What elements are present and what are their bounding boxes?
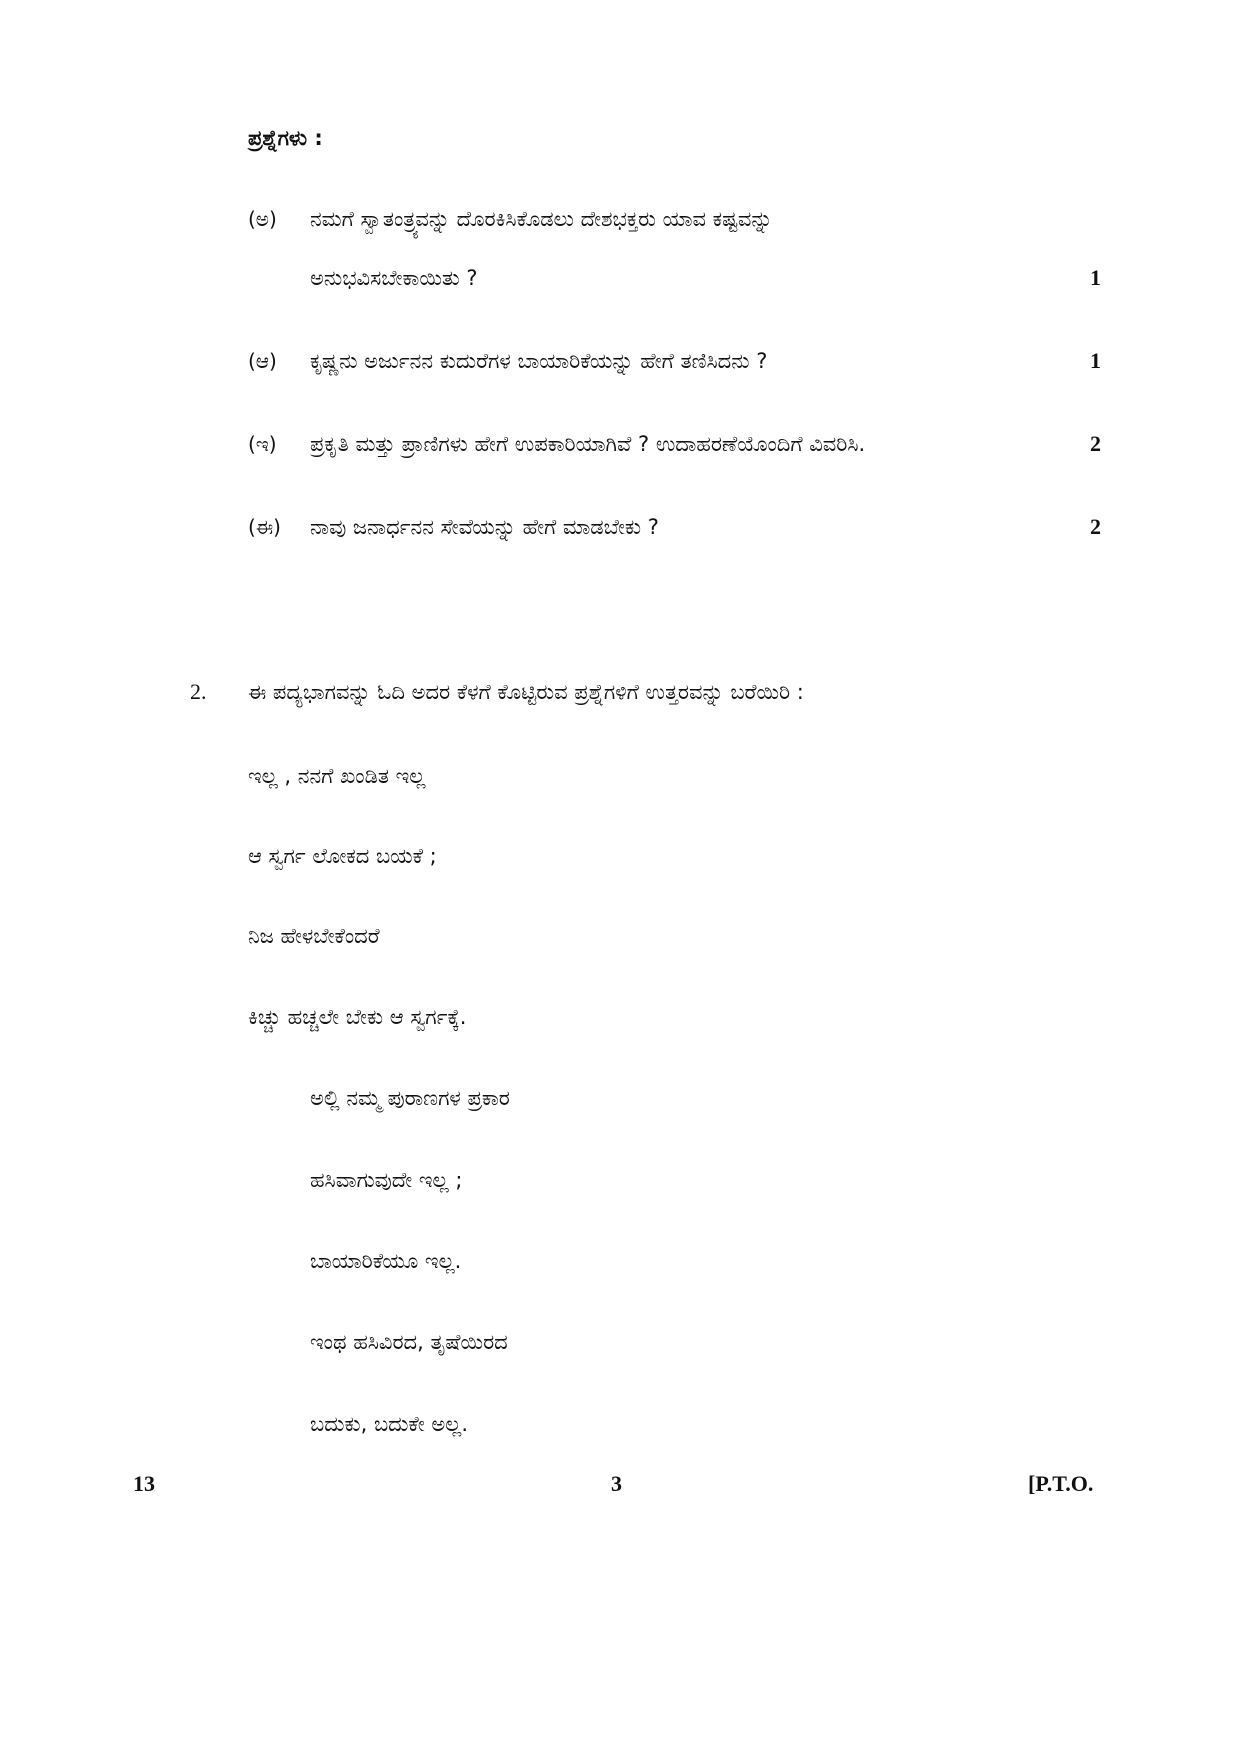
question-marks: 1 [1090, 348, 1101, 373]
poem-line: ಆ ಸ್ವರ್ಗ ಲೋಕದ ಬಯಕೆ ; [248, 844, 437, 868]
question-marks: 2 [1090, 431, 1101, 456]
poem-line: ಹಸಿವಾಗುವುದೇ ಇಲ್ಲ ; [310, 1168, 463, 1192]
poem-line: ನಿಜ ಹೇಳಬೇಕೆಂದರೆ [248, 924, 380, 948]
question-text: ನಮಗೆ ಸ್ವಾತಂತ್ರ್ಯವನ್ನು ದೊರಕಿಸಿಕೊಡಲು ದೇಶಭಕ್ತರು ಯಾವ ಕಷ್ಟವನ್ನು [310, 207, 773, 231]
section-heading: ಪ್ರಶ್ನೆಗಳು : [248, 126, 323, 150]
poem-line: ಇಲ್ಲ , ನನಗೆ ಖಂಡಿತ ಇಲ್ಲ [248, 764, 426, 788]
poem-line: ಅಲ್ಲಿ ನಮ್ಮ ಪುರಾಣಗಳ ಪ್ರಕಾರ [310, 1086, 510, 1110]
poem-line: ಇಂಥ ಹಸಿವಿರದ, ತೃಷೆಯಿರದ [310, 1330, 508, 1354]
footer-pto: [P.T.O. [1028, 1471, 1094, 1496]
question-text: ಕೃಷ್ಣನು ಅರ್ಜುನನ ಕುದುರೆಗಳ ಬಾಯಾರಿಕೆಯನ್ನು ಹೇಗೆ ತಣಿಸಿದನು ? [310, 349, 768, 373]
footer-page-number: 3 [611, 1471, 622, 1496]
question-text-continued: ಅನುಭವಿಸಬೇಕಾಯಿತು ? [310, 266, 478, 290]
footer-code: 13 [133, 1471, 155, 1496]
question-text: ಪ್ರಕೃತಿ ಮತ್ತು ಪ್ರಾಣಿಗಳು ಹೇಗೆ ಉಪಕಾರಿಯಾಗಿವೆ ? ಉದಾಹರಣೆಯೊಂದಿಗೆ ವಿವರಿಸಿ. [310, 432, 866, 456]
question-marks: 1 [1090, 265, 1101, 290]
poem-line: ಕಿಚ್ಚು ಹಚ್ಚಲೇ ಬೇಕು ಆ ಸ್ವರ್ಗಕ್ಕೆ. [248, 1005, 467, 1029]
poem-line: ಬಾಯಾರಿಕೆಯೂ ಇಲ್ಲ. [310, 1249, 462, 1273]
question-label: (ಆ) [248, 349, 277, 373]
question-text: ನಾವು ಜನಾರ್ಧನನ ಸೇವೆಯನ್ನು ಹೇಗೆ ಮಾಡಬೇಕು ? [310, 515, 659, 539]
question-label: (ಈ) [248, 515, 281, 539]
question-marks: 2 [1090, 514, 1101, 539]
question-number: 2. [190, 679, 207, 704]
question-instruction: ಈ ಪದ್ಯಭಾಗವನ್ನು ಓದಿ ಅದರ ಕೆಳಗೆ ಕೊಟ್ಟಿರುವ ಪ್ರಶ್ನೆಗಳಿಗೆ ಉತ್ತರವನ್ನು ಬರೆಯಿರಿ : [248, 680, 804, 704]
question-label: (ಅ) [248, 207, 277, 231]
poem-line: ಬದುಕು, ಬದುಕೇ ಅಲ್ಲ. [310, 1412, 469, 1436]
question-label: (ಇ) [248, 432, 277, 456]
